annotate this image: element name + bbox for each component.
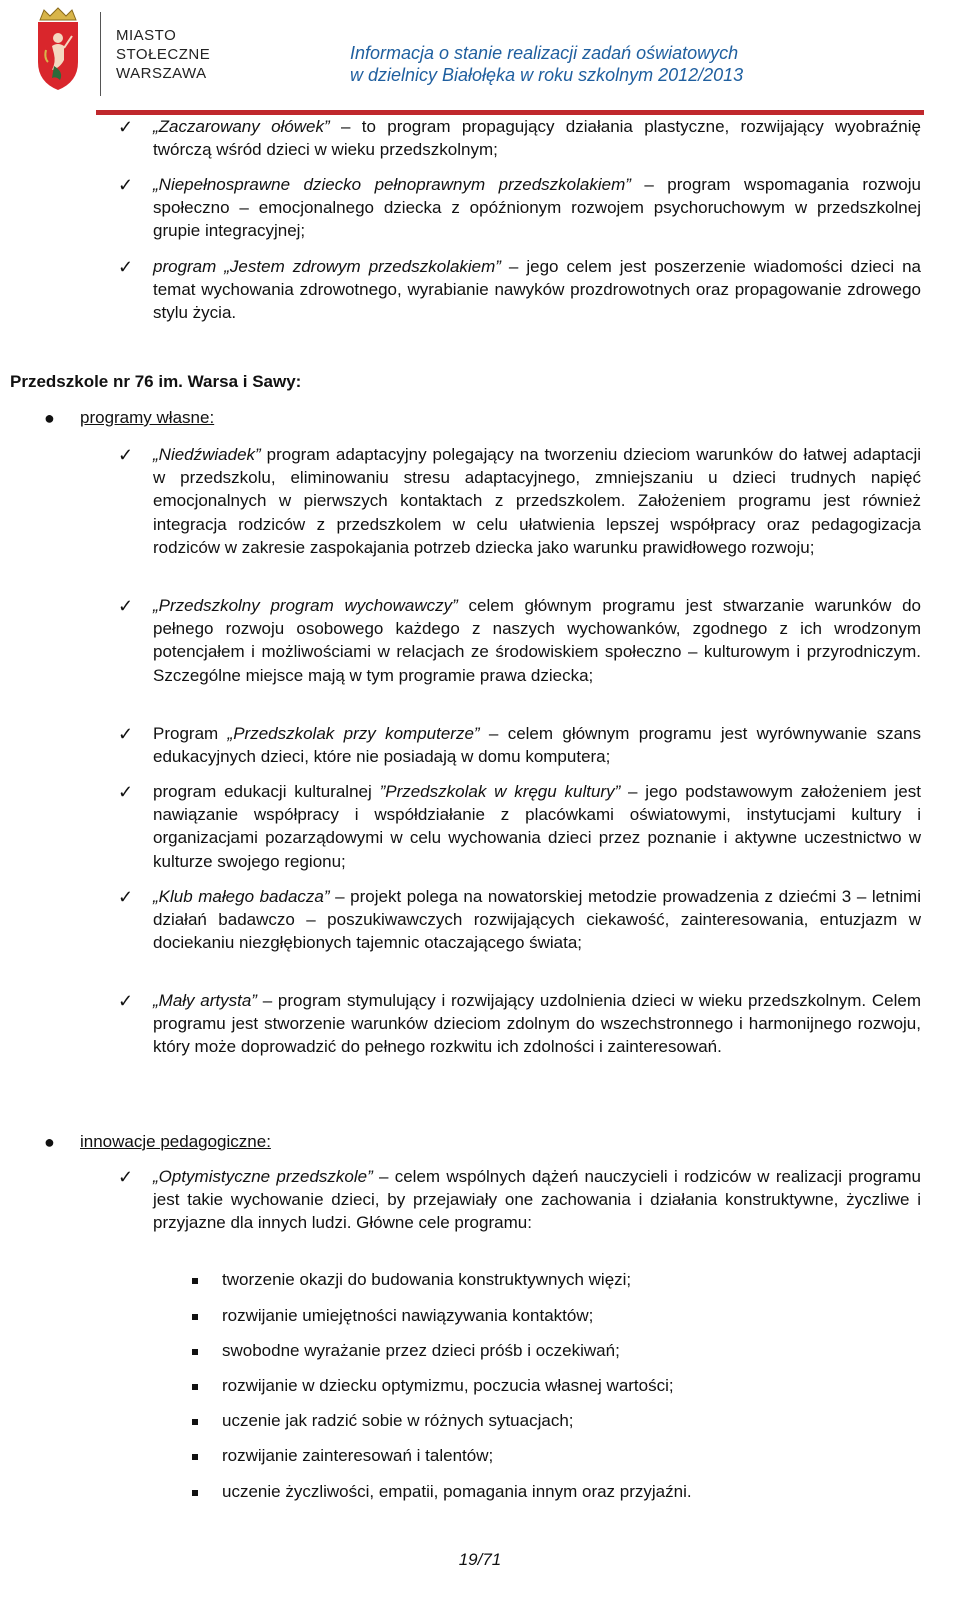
checkmark-icon: ✓ <box>118 445 134 465</box>
list-item <box>0 885 960 955</box>
square-bullet-icon <box>192 1419 198 1425</box>
program-name: „Mały artysta” <box>153 991 257 1010</box>
checkmark-icon: ✓ <box>118 782 134 802</box>
goal-text: rozwijanie umiejętności nawiązywania kontaktów; <box>222 1306 594 1325</box>
goal-text: rozwijanie w dziecku optymizmu, poczucia własnej wartości; <box>222 1376 674 1395</box>
page-number: 19/71 <box>458 1550 502 1569</box>
list-item <box>0 115 960 161</box>
program-prefix: Program <box>153 724 228 743</box>
checkmark-icon: ✓ <box>118 991 134 1011</box>
program-description: – program stymulujący i rozwijający uzdolnienia dzieci w wieku przedszkolnym. Celem programu jest stworzenie warunków dzieciom zdolnym do wszechstronnego i harmonijnego rozwoju, który może doprowadzić do pełnego rozkwitu ich zdolności i zainteresowań. <box>153 991 921 1057</box>
section-title: Przedszkole nr 76 im. Warsa i Sawy: <box>10 372 302 391</box>
list-item <box>0 1165 960 1235</box>
program-description: – jego podstawowym założeniem jest nawiązanie współpracy i współdziałanie z placówkami oświatowymi, instytucjami kultury i organizacjami pozarządowymi w celu wychowania dzieci przez poznanie i aktywne uczestnictwo w kulturze swojego regionu; <box>153 782 921 871</box>
square-bullet-icon <box>192 1314 198 1320</box>
document-title-line-1: Informacja o stanie realizacji zadań oświatowych <box>350 43 739 63</box>
logo-line: STOŁECZNE <box>116 46 211 63</box>
program-description: – program wspomagania rozwoju społeczno – emocjonalnego dziecka z opóźnionym rozwojem psychoruchowym w przedszkolnej grupie integracyjnej; <box>153 175 921 241</box>
program-description: – to program propagujący działania plastyczne, rozwijający wyobraźnię twórczą wśród dzieci w wieku przedszkolnym; <box>153 117 921 160</box>
bullet-icon: ● <box>44 1132 55 1152</box>
list-item <box>0 989 960 1059</box>
program-name: „Klub małego badacza” <box>153 887 330 906</box>
square-bullet-icon <box>192 1278 198 1284</box>
list-item <box>0 594 960 687</box>
program-description: celem głównym programu jest stwarzanie warunków do pełnego rozwoju osobowego każdego z naszych wychowanków, zgodnego z ich wrodzonym potencjałem i możliwościami w relacjach ze środowiskiem społeczno – kulturowym i przyrodniczym. Szczególne miejsce mają w tym programie prawa dziecka; <box>153 596 921 685</box>
checkmark-icon: ✓ <box>118 117 134 137</box>
program-description: – projekt polega na nowatorskiej metodzie prowadzenia z dziećmi 3 – letnimi działań badawczo – poszukiwawczych rozwijających ciekawość, zainteresowania, entuzjazm w dociekaniu niezgłębionych tajemnic otaczającego świata; <box>153 887 921 953</box>
bullet-label: programy własne: <box>80 408 215 427</box>
goal-text: tworzenie okazji do budowania konstruktywnych więzi; <box>222 1270 632 1289</box>
goal-text: uczenie życzliwości, empatii, pomagania innym oraz przyjaźni. <box>222 1482 692 1501</box>
checkmark-icon: ✓ <box>118 257 134 277</box>
program-description: – jego celem jest poszerzenie wiadomości dzieci na temat wychowania zdrowotnego, wyrabianie nawyków prozdrowotnych oraz propagowanie zdrowego stylu życia. <box>153 257 921 323</box>
program-description: program adaptacyjny polegający na tworzeniu dzieciom warunków do łatwej adaptacji w przedszkolu, eliminowaniu stresu adaptacyjnego, zmniejszaniu u dzieci trudnych napięć emocjonalnych w pierwszych kontaktach z przedszkolem. Założeniem programu jest również integracja rodziców z przedszkolem w celu ułatwienia lepszej współpracy oraz pedagogizacja rodziców w zakresie zaspokajania potrzeb dziecka jako warunku prawidłowego rozwoju; <box>153 445 921 557</box>
bullet-label: innowacje pedagogiczne: <box>80 1132 271 1151</box>
logo-line: WARSZAWA <box>116 65 207 82</box>
program-name: program „Jestem zdrowym przedszkolakiem” <box>153 257 501 276</box>
program-description: – celem głównym programu jest wyrównywanie szans edukacyjnych dzieci, które nie posiadają w domu komputera; <box>153 724 921 767</box>
goal-text: swobodne wyrażanie przez dzieci próśb i oczekiwań; <box>222 1341 620 1360</box>
list-item <box>0 173 960 243</box>
document-title <box>350 42 790 86</box>
goal-text: rozwijanie zainteresowań i talentów; <box>222 1446 494 1465</box>
square-bullet-icon <box>192 1490 198 1496</box>
checkmark-icon: ✓ <box>118 1167 134 1187</box>
city-logo-text <box>116 26 210 83</box>
square-bullet-icon <box>192 1384 198 1390</box>
checkmark-icon: ✓ <box>118 887 134 907</box>
program-name: „Zaczarowany ołówek” <box>153 117 330 136</box>
list-item <box>0 443 960 559</box>
list-item <box>0 255 960 325</box>
program-name: ”Przedszkolak w kręgu kultury” <box>379 782 621 801</box>
program-name: „Przedszkolny program wychowawczy” <box>153 596 458 615</box>
goal-text: uczenie jak radzić sobie w różnych sytuacjach; <box>222 1411 574 1430</box>
checkmark-icon: ✓ <box>118 724 134 744</box>
program-description: – celem wspólnych dążeń nauczycieli i rodziców w realizacji programu jest takie wychowanie dzieci, by przejawiały one zachowania i działania konstruktywne, życzliwe i przyjazne dla innych ludzi. Główne cele programu: <box>153 1167 921 1233</box>
program-name: „Niedźwiadek” <box>153 445 261 464</box>
list-item <box>0 780 960 873</box>
program-prefix: program edukacji kulturalnej <box>153 782 380 801</box>
logo-divider <box>100 12 101 96</box>
checkmark-icon: ✓ <box>118 175 134 195</box>
logo-line: MIASTO <box>116 27 177 44</box>
program-name: „Niepełnosprawne dziecko pełnoprawnym przedszkolakiem” <box>153 175 631 194</box>
checkmark-icon: ✓ <box>118 596 134 616</box>
program-name: „Przedszkolak przy komputerze” <box>227 724 480 743</box>
program-name: „Optymistyczne przedszkole” <box>153 1167 373 1186</box>
warsaw-crest-logo <box>30 6 86 92</box>
square-bullet-icon <box>192 1349 198 1355</box>
page-header <box>0 0 960 118</box>
bullet-icon: ● <box>44 408 55 428</box>
square-bullet-icon <box>192 1454 198 1460</box>
list-item <box>0 722 960 768</box>
document-title-line-2: w dzielnicy Białołęka w roku szkolnym 2012/2013 <box>350 65 744 85</box>
